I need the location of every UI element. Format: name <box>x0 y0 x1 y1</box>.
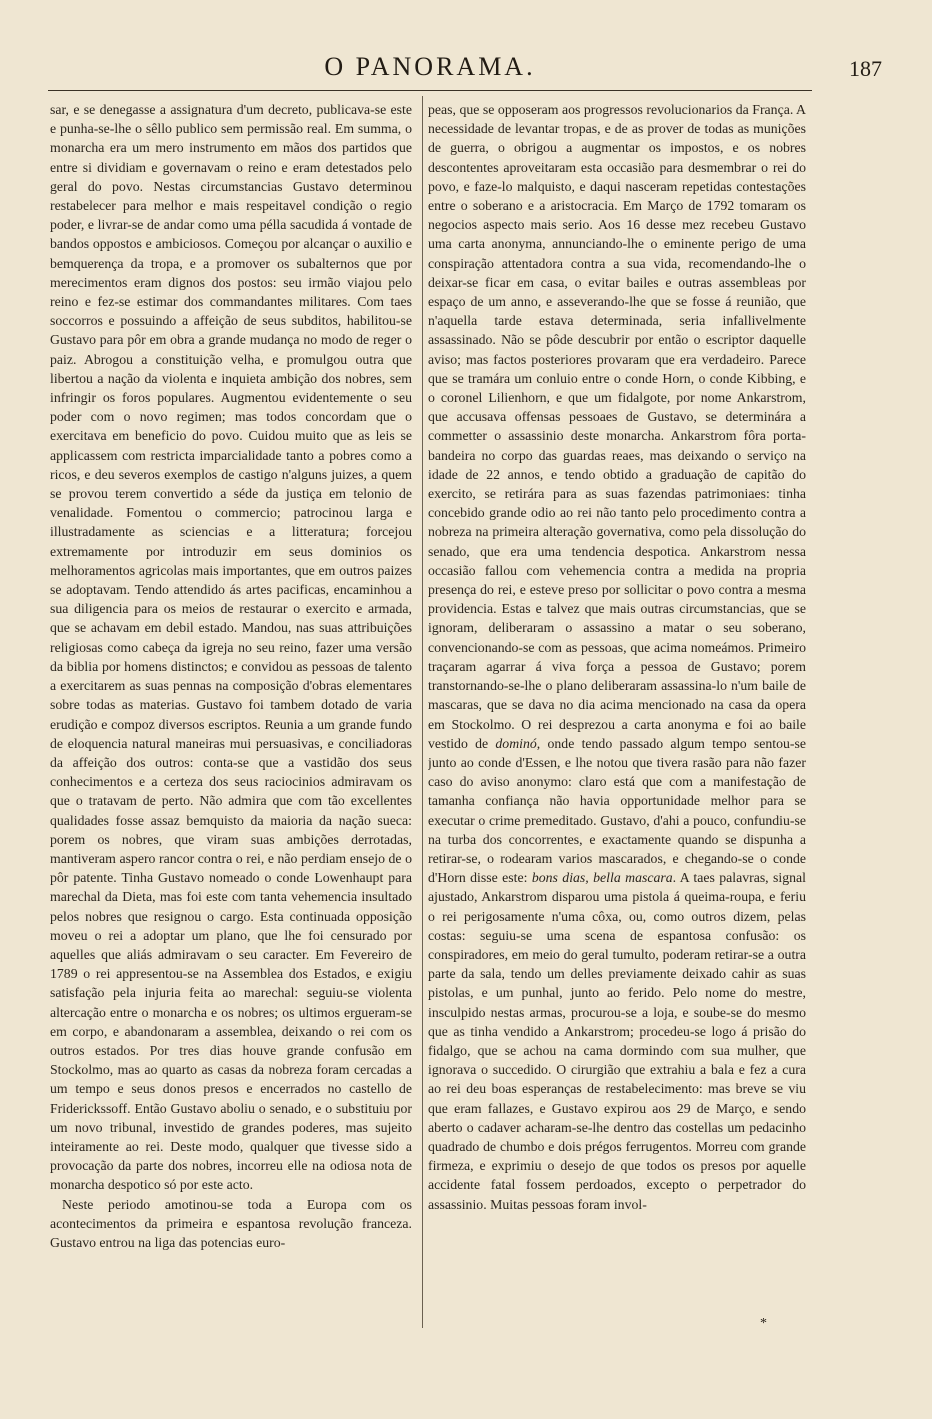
header-rule <box>48 90 812 91</box>
journal-title: O PANORAMA. <box>324 52 536 81</box>
left-column <box>50 100 412 1330</box>
page-number: 187 <box>849 56 882 81</box>
left-paragraph-2: Neste periodo amotinou-se toda a Europa com os acontecimentos da primeira e espantosa revolução franceza. Gustavo entrou na liga das potencias euro- <box>50 1196 412 1250</box>
left-paragraph-1: sar, e se denegasse a assignatura d'um decreto, publicava-se este e punha-se-lhe o sêllo publico sem permissão real. Em summa, o monarcha era um mero instrumento em mãos dos partidos que entre si dividiam e governavam o reino e eram detestados pelo geral do povo. Nestas circumstancias Gustavo determinou restabelecer para melhor e mais respeitavel condição o regio poder, e livrar-se de andar como uma pélla sacudida á vontade de bandos oppostos e ambiciosos. Começou por alcançar o auxilio e bemquerença da tropa, e a promover os subalternos que por merecimentos eram dignos dos postos: seu irmão viajou pelo reino e fez-se estimar dos commandantes militares. Com taes soccorros e possuindo a affeição de seus subditos, habilitou-se Gustavo para pôr em obra a grande mudança no modo de reger o paiz. Abrogou a constituição velha, e promulgou outra que libertou a nação da violenta e inquieta ambição dos nobres, sem infringir os foros populares. Augmentou evidentemente o seu poder com o novo regimen; mas todos concordam que o exercitava em beneficio do povo. Cuidou muito que as leis se applicassem com restricta imparcialidade tanto a pobres como a ricos, e deu severos exemplos de castigo n'alguns juizes, a quem se provou terem convertido a séde da justiça em telonio de venalidade. Fomentou o commercio; patrocinou larga e illustradamente as sciencias e a litteratura; forcejou extremamente por introduzir em seus dominios os melhoramentos agricolas mais importantes, que em outros paizes se adoptavam. Tendo attendido ás artes pacificas, encaminhou a sua diligencia para os meios de restaurar o exercito e armada, que se achavam em debil estado. Mandou, nas suas attribuições religiosas como cabeça da igreja no seu reino, fazer uma versão da biblia por homens distinctos; e convidou as pessoas de talento a exercitarem as suas pennas na composição d'obras elementares sobre todas as materias. Gustavo foi tambem dotado de varia erudição e compoz diversos escriptos. Reunia a um grande fundo de eloquencia natural maneiras mui persuasivas, e conciliadoras da affeição dos outros: conta-se que a vastidão dos seus conhecimentos e a certeza dos seus raciocinios admiravam os que o tratavam de perto. Não admira que com tão excellentes qualidades fosse assaz bemquisto da maioria da nação sueca: porem os nobres, que viram suas ambições derrotadas, mantiveram aspero rancor contra o rei, e não perdiam ensejo de o pôr patente. Tinha Gustavo nomeado o conde Lowenhaupt para marechal da Dieta, mas foi este com tanta vehemencia insultado pelos nobres que resignou o cargo. Esta continuada opposição moveu o rei a adoptar um plano, que lhe foi censurado por aquelles que aliás admiravam o seu caracter. Em Fevereiro de 1789 o rei appresentou-se na Assemblea dos Estados, e exigiu satisfação pela injuria feita ao marechal: seguiu-se violenta altercação entre o monarcha e os nobres; os ultimos ergueram-se em corpo, e abandonaram a assemblea, deixando o rei com os outros estados. Por tres dias houve grande confusão em Stockolmo, mas ao quarto as casas da nobreza foram cercadas a um tempo e seus donos presos e encerrados no castello de Friderickssoff. Então Gustavo aboliu o senado, e o substituiu por um novo tribunal, investido de grandes poderes, mas sujeito inteiramente ao rei. Deste modo, qualquer que tivesse sido a provocação da parte dos nobres, incorreu elle na odiosa nota de monarcha despotico só por este acto. <box>50 102 412 1193</box>
column-divider <box>422 96 423 1328</box>
page-header <box>48 52 882 92</box>
signature-mark: * <box>760 1316 767 1331</box>
right-text-part-2: , onde tendo passado algum tempo sentou-se junto ao conde d'Essen, e lhe notou que tivera rasão para não fazer caso do aviso anonymo: claro está que com a manifestação de tamanha confiança não havia opportunidade melhor para se executar o crime premeditado. Gustavo, d'ahi a pouco, confundiu-se na turba dos concorrentes, e exactamente quando se dispunha a retirar-se, o rodearam varios mascarados, e chegando-se o conde d'Horn disse este: <box>428 735 806 886</box>
right-paragraph <box>428 100 806 1214</box>
italic-domino: dominó <box>495 735 537 751</box>
italic-bons-dias: bons dias, bella mascara <box>531 870 673 886</box>
right-text-part-3: . A taes palavras, signal ajustado, Ankarstrom disparou uma pistola á queima-roupa, e feriu o rei perigosamente n'uma côxa, ou, como outros dizem, pelas costas: seguiu-se uma scena de espantosa confusão: os conspiradores, em meio do geral tumulto, poderam retirar-se a outra parte da sala, tendo um delles previamente deixado cahir as suas pistolas, e um punhal, junto ao ferido. Pelo nome do mestre, insculpido nestas armas, procurou-se a loja, e soube-se do mesmo que as tinha vendido a Ankarstrom; procedeu-se logo á prisão do fidalgo, que se achou na cama dormindo com sua mulher, que ignorava o succedido. O cirurgião que extrahiu a bala e fez a cura ao rei deu boas esperanças de restabelecimento: mas breve se viu que eram fallazes, e Gustavo expirou aos 29 de Março, e sendo aberto o cadaver acharam-se-lhe dentro das costellas um pedacinho quadrado de chumbo e dois prégos ferrugentos. Morreu com grande firmeza, e exprimiu o desejo de que todos os presos por aquelle accidente fatal fossem perdoados, excepto o perpetrador do assassinio. Muitas pessoas foram invol- <box>428 870 806 1212</box>
right-text-part-1: peas, que se opposeram aos progressos revolucionarios da França. A necessidade de levantar tropas, e de as prover de todas as munições de guerra, o obrigou a augmentar os impostos, e os nobres descontentes aproveitaram esta occasião para desmembrar o rei do povo, e faze-lo malquisto, e daqui nasceram repetidas contestações entre o soberano e a aristocracia. Em Março de 1792 tomaram os negocios aspecto mais serio. Aos 16 desse mez recebeu Gustavo uma carta anonyma, annunciando-lhe o eminente perigo de uma conspiração attentadora contra a sua vida, recomendando-lhe o deixar-se ficar em casa, o evitar bailes e outras assembleas por espaço de um anno, e asseverando-lhe que se fosse á reunião, que n'aquella tarde estava determinada, seria infallivelmente assassinado. Não se pôde descubrir por então o escriptor daquelle aviso; mas factos posteriores provaram que era verdadeiro. Parece que se tramára um conluio entre o conde Horn, o conde Kibbing, e o coronel Lilienhorn, e que um fidalgote, por nome Ankarstrom, que accusava offensas pessoaes de Gustavo, se determinára a commetter o assassinio deste monarcha. Ankarstrom fôra porta-bandeira no corpo das guardas reaes, mas deixando o serviço na idade de 22 annos, e tendo obtido a graduação de capitão do exercito, se retirára para as suas fazendas patrimoniaes: tinha concebido grande odio ao rei não tanto pelo procedimento contra a nobreza na primeira alteração governativa, como pela dissolução do senado, que era uma tendencia despotica. Ankarstrom nessa occasião fallou com vehemencia contra a medida na propria presença do rei, e esteve preso por sollicitar o povo contra a mesma providencia. Estas e talvez que mais outras circumstancias, que se ignoram, deliberaram o assassino a matar o seu soberano, convencionando-se com as pessoas, que acima nomeámos. Primeiro traçaram agarrar á viva força a pessoa de Gustavo; porem transtornando-se-lhe o plano deliberaram assassina-lo n'um baile de mascaras, que se dava no dia acima mencionado na casa da opera em Stockolmo. O rei desprezou a carta anonyma e foi ao baile vestido de <box>428 102 806 751</box>
right-column <box>428 100 806 1330</box>
